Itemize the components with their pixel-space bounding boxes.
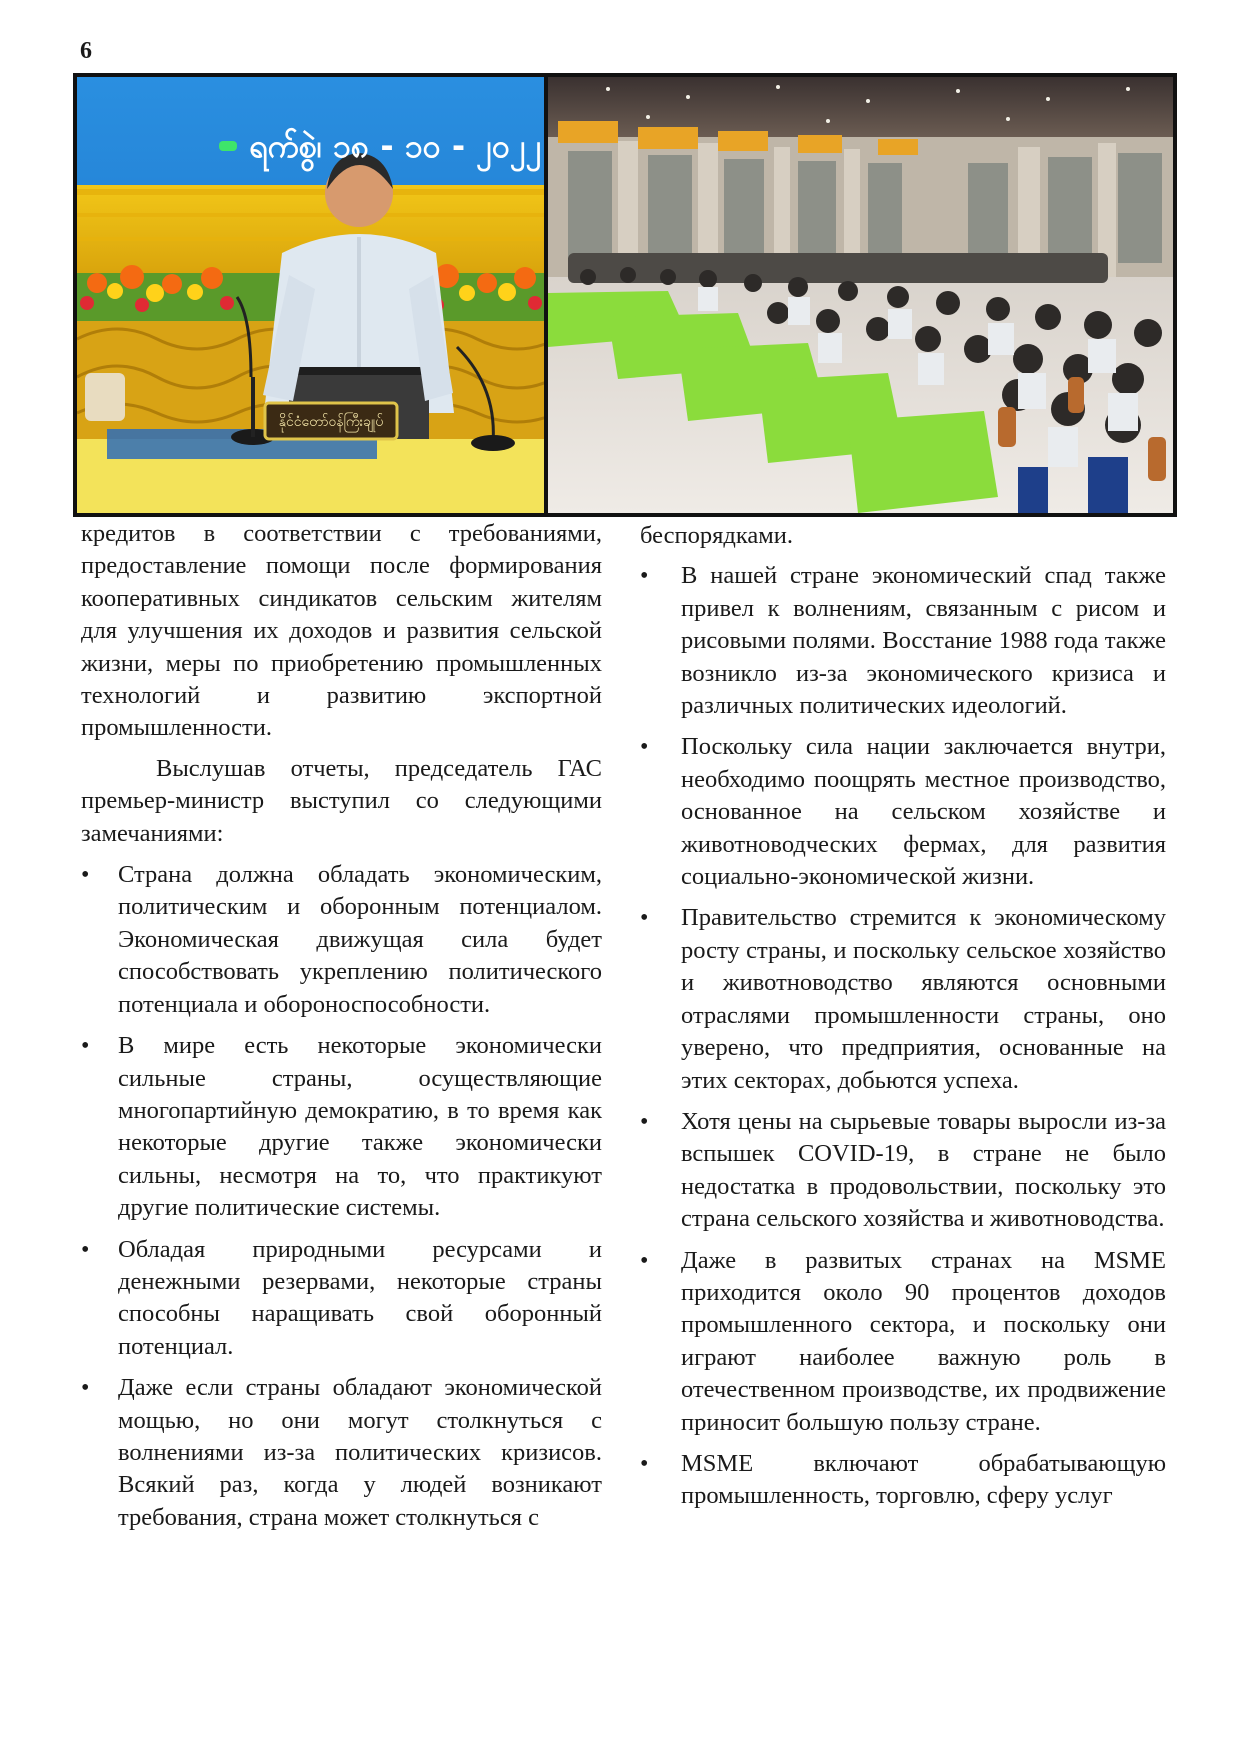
list-item: • Правительство стремится к экономическому росту страны, и поскольку сельское хозяйство и животноводство являются основными отраслями промышленности страны, оно уверено, что предприятия, основанные на этих секторах, добьются успеха. <box>640 902 1166 1096</box>
speaker-photo-illustration <box>77 77 544 513</box>
remarks-list-right <box>640 560 1166 1512</box>
list-item: • Даже если страны обладают экономической мощью, но они могут столкнуться с волнениями из-за политических кризисов. Всякий раз, когда у людей возникают требования, страна может столкнуться с <box>81 1372 602 1534</box>
photo-speaker-at-podium <box>77 77 544 513</box>
date-banner: ရက်စွဲ၊ ၁၈ - ၁၀ - ၂၀၂၂ <box>249 127 542 165</box>
list-item: • Хотя цены на сырьевые товары выросли из-за вспышек COVID-19, в стране не было недостатка в продовольствии, поскольку это страна сельского хозяйства и животноводства. <box>640 1106 1166 1236</box>
list-item: • В мире есть некоторые экономически сильные страны, осуществляющие многопартийную демократию, в то время как некоторые другие также экономически сильны, несмотря на то, что практикуют другие политические системы. <box>81 1030 602 1224</box>
photo-audience-hall <box>548 77 1173 513</box>
list-item: • Обладая природными ресурсами и денежными резервами, некоторые страны способны наращивать свой оборонный потенциал. <box>81 1234 602 1364</box>
page-number: 6 <box>80 38 92 64</box>
list-item: • В нашей стране экономический спад также привел к волнениям, связанным с рисом и рисовыми полями. Восстание 1988 года также возникло из-за экономического кризиса и различных политических идеологий. <box>640 560 1166 722</box>
continued-text: беспорядками. <box>640 522 793 549</box>
remarks-list-left <box>81 859 602 1534</box>
list-item: • MSME включают обрабатывающую промышленность, торговлю, сферу услуг <box>640 1448 1166 1513</box>
speaker-nameplate: နိုင်ငံတော်ဝန်ကြီးချုပ် <box>278 414 384 430</box>
audience-photo-illustration <box>548 77 1173 513</box>
list-item: • Страна должна обладать экономическим, политическим и оборонным потенциалом. Экономическая движущая сила будет способствовать укреплению политического потенциала и обороноспособности. <box>81 859 602 1021</box>
list-item: • Поскольку сила нации заключается внутри, необходимо поощрять местное производство, основанное на сельском хозяйстве и животноводческих фермах, для развития социально-экономической жизни. <box>640 731 1166 893</box>
continued-paragraph: кредитов в соответствии с требованиями, предоставление помощи после формирования кооперативных синдикатов сельским жителям для улучшения их доходов и развития сельской жизни, меры по приобретению промышленных технологий и развитию экспортной промышленности. <box>81 520 602 742</box>
list-item: • Даже в развитых странах на MSME приходится около 90 процентов доходов промышленного сектора, и поскольку они играют наиболее важную роль в отечественном производстве, их продвижение приносит большую пользу стране. <box>640 1245 1166 1439</box>
photo-collage <box>73 73 1177 517</box>
lead-paragraph: Выслушав отчеты, председатель ГАС премьер-министр выступил со следующими замечаниями: <box>81 754 602 847</box>
right-text-column <box>640 520 1166 1522</box>
left-text-column <box>81 518 602 1543</box>
